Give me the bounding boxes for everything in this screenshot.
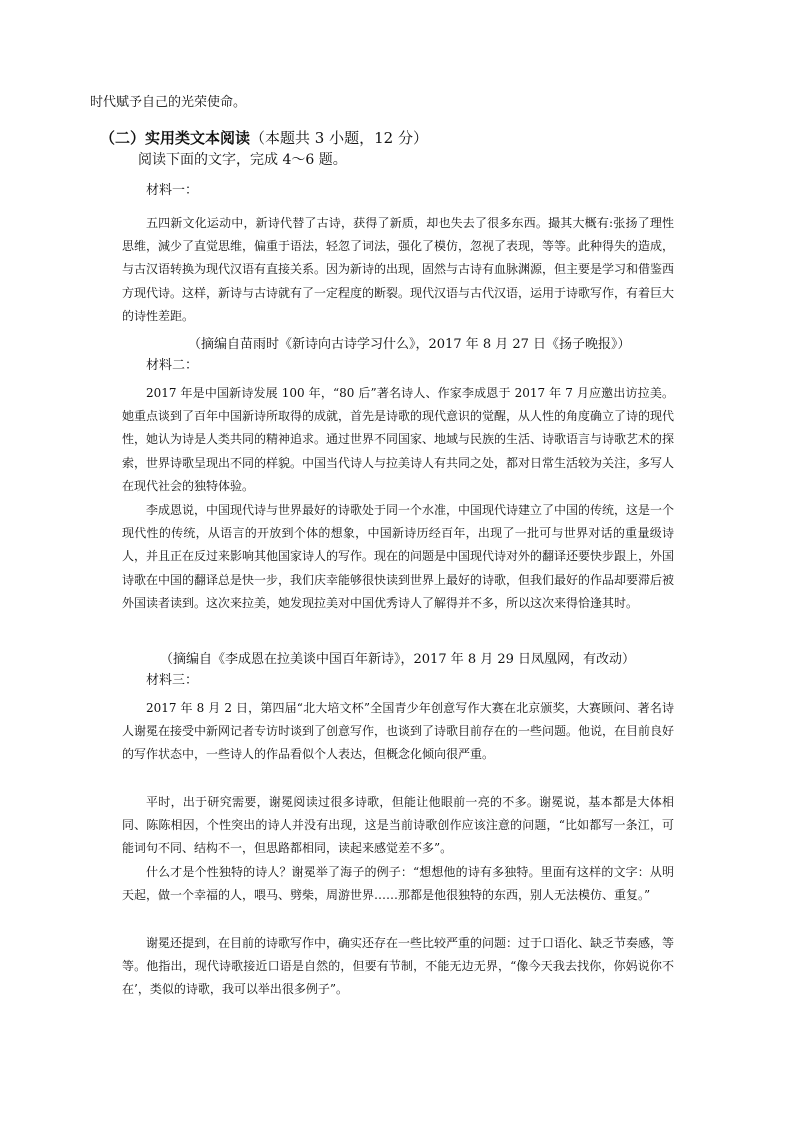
material-one-label: 材料一： (146, 183, 199, 198)
section-title: （二）实用类文本阅读 (100, 129, 251, 147)
material-three-paragraph-3: 什么才是个性独特的诗人？谢冕举了海子的例子：“想想他的诗有多独特。里面有这样的文字：从明天起，做一个幸福的人，喂马、劈柴，周游世界……那都是他很独特的东西，别人无法模仿、重复。” (122, 865, 674, 903)
section-note: （本题共 3 小题，12 分） (250, 129, 428, 147)
section-heading (100, 130, 428, 146)
material-two-source: （摘编自《李成恩在拉美谈中国百年新诗》，2017 年 8 月 29 日凤凰网，有改动） (160, 652, 636, 667)
material-three-label: 材料三： (146, 673, 199, 688)
material-three-paragraph-1: 2017 年 8 月 2 日，第四届“北大培文杯”全国青少年创意写作大赛在北京颁奖，大赛顾问、著名诗人谢冕在接受中新网记者专访时谈到了创意写作，也谈到了诗歌目前存在的一些问题。他说，在目前良好的写作状态中，一些诗人的作品看似个人表达，但概念化倾向很严重。 (122, 701, 675, 762)
material-three-paragraph-4: 谢冕还提到，在目前的诗歌写作中，确实还存在一些比较严重的问题：过于口语化、缺乏节奏感，等等。他指出，现代诗歌接近口语是自然的，但要有节制，不能无边无界，“像今天我去找你，你妈说你不在’，类似的诗歌，我可以举出很多例子”。 (122, 936, 675, 997)
instruction-line: 阅读下面的文字，完成 4～6 题。 (138, 152, 347, 168)
carry-over-line: 时代赋予自己的光荣使命。 (90, 95, 247, 110)
material-one-source: （摘编自苗雨时《新诗向古诗学习什么》，2017 年 8 月 27 日《扬子晚报》） (188, 337, 631, 352)
material-two-label: 材料二： (146, 358, 199, 373)
material-two-paragraph-2: 李成恩说，中国现代诗与世界最好的诗歌处于同一个水准，中国现代诗建立了中国的传统，这是一个现代性的传统，从语言的开放到个体的想象，中国新诗历经百年，出现了一批可与世界对话的重量级诗人，并且正在反过来影响其他国家诗人的写作。现在的问题是中国现代诗对外的翻译还要快步跟上，外国诗歌在中国的翻译总是快一步，我们庆幸能够很快读到世界上最好的诗歌，但我们最好的作品却要滞后被外国读者读到。这次来拉美，她发现拉美对中国优秀诗人了解得并不多，所以这次来得恰逢其时。 (122, 503, 675, 610)
material-two-paragraph-1: 2017 年是中国新诗发展 100 年，“80 后”著名诗人、作家李成恩于 2017 年 7 月应邀出访拉美。她重点谈到了百年中国新诗所取得的成就，首先是诗歌的现代意识的觉醒，从人性的角度确立了诗的现代性，她认为诗是人类共同的精神追求。通过世界不同国家、地域与民族的生活、诗歌语言与诗歌艺术的探索，世界诗歌呈现出不同的样貌。中国当代诗人与拉美诗人有共同之处，都对日常生活较为关注，多写人在现代社会的独特体验。 (122, 386, 675, 493)
material-three-paragraph-2: 平时，出于研究需要，谢冕阅读过很多诗歌，但能让他眼前一亮的不多。谢冕说，基本都是大体相同、陈陈相因，个性突出的诗人并没有出现，这是当前诗歌创作应该注意的问题，“比如都写一条江，可能词句不同、结构不一，但思路都相同，读起来感觉差不多”。 (122, 795, 674, 856)
material-one-paragraph: 五四新文化运动中，新诗代替了古诗，获得了新质，却也失去了很多东西。撮其大概有:张扬了理性思维，減少了直觉思维，偏重于语法，轻忽了词法，强化了模仿，忽视了表现，等等。此种得失的造成，与古汉语转换为现代汉语有直接关系。因为新诗的出现，固然与古诗有血脉渊源，但主要是学习和借鉴西方现代诗。这样，新诗与古诗就有了一定程度的断裂。现代汉语与古代汉语，运用于诗歌写作，有着巨大的诗性差距。 (122, 216, 675, 323)
